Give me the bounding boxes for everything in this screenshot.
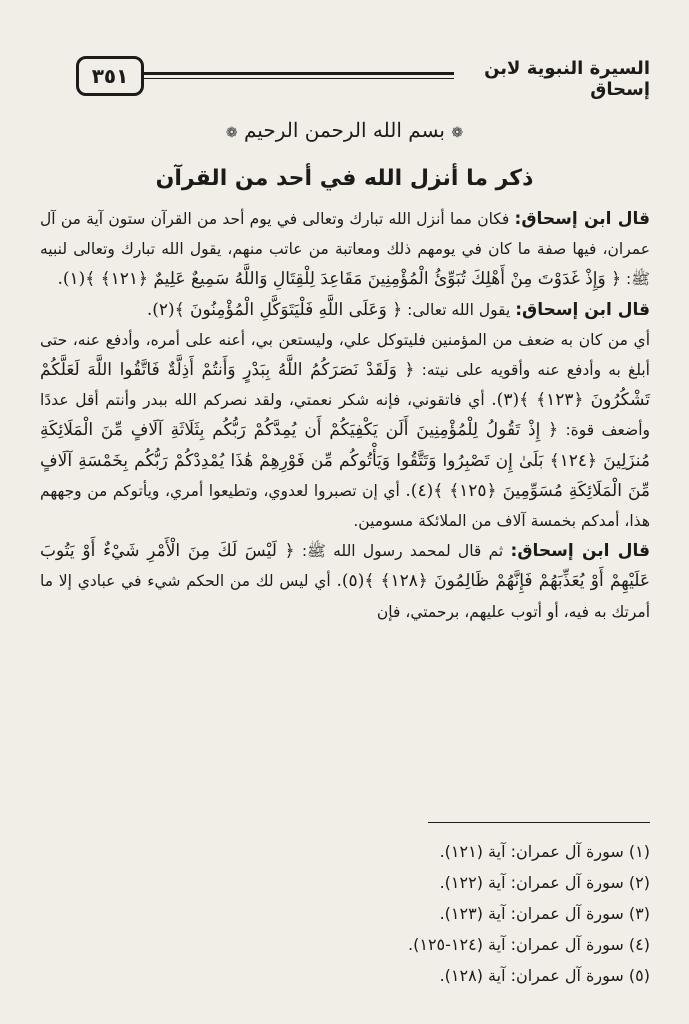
footnote-divider bbox=[428, 822, 650, 823]
footnote: (٥) سورة آل عمران: آية (١٢٨). bbox=[439, 966, 650, 985]
quran-verse: ﴿ وَإِذْ غَدَوْتَ مِنْ أَهْلِكَ تُبَوِّئُ الْمُؤْمِنِينَ مَقَاعِدَ لِلْقِتَالِ وَاللَّهُ سَمِيعٌ عَلِيمٌ ﴿١٢١﴾ ﴾(١). bbox=[57, 269, 622, 290]
paragraph bbox=[40, 536, 650, 627]
body-text bbox=[40, 204, 650, 627]
footnote: (٤) سورة آل عمران: آية (١٢٤-١٢٥). bbox=[408, 935, 650, 954]
quran-verse: ﴿ إِذْ تَقُولُ لِلْمُؤْمِنِينَ أَلَن يَكْفِيَكُمْ أَن يُمِدَّكُمْ رَبُّكُم بِثَلَاثَةِ آلَافٍ مِّنَ الْمَلَائِكَةِ مُنزَلِينَ ﴿١٢٤﴾ بَلَىٰ إِن تَصْبِرُوا وَتَتَّقُوا وَيَأْتُوكُم مِّن فَوْرِهِمْ هَٰذَا يُمْدِدْكُمْ رَبُّكُم بِخَمْسَةِ آلَافٍ مِّنَ الْمَلَائِكَةِ مُسَوِّمِينَ ﴿١٢٥﴾ ﴾(٤). bbox=[40, 420, 650, 501]
paragraph-text: فكان مما أنزل الله تبارك وتعالى في يوم أحد من القرآن ستون آية من آل عمران، فيها صفة ما كان في يومهم ذلك ومعاتبة من عاتب منهم، يقول الله تبارك وتعالى لنبيه ﷺ: bbox=[40, 210, 650, 289]
ornament-icon: ❁ bbox=[225, 125, 238, 141]
running-title: السيرة النبوية لابن إسحاق bbox=[484, 58, 650, 100]
basmala bbox=[0, 118, 689, 142]
footnotes bbox=[300, 836, 650, 991]
commentary-text: أي ليس لك من الحكم شيء في عبادي إلا ما أمرتك به فيه، أو أتوب عليهم، برحمتي، فإن bbox=[40, 572, 650, 621]
commentary-text: أي فاتقوني، فإنه شكر نعمتي، ولقد نصركم الله ببدر وأنتم أقل عددًا وأضعف قوة: bbox=[40, 391, 650, 440]
speaker-label: قال ابن إسحاق: bbox=[510, 541, 650, 562]
paragraph-text: ثم قال لمحمد رسول الله ﷺ: bbox=[301, 542, 504, 561]
commentary-text: أي إن تصبروا لعدوي، وتطيعوا أمري، ويأتوكم من وجههم هذا، أمدكم بخمسة آلاف من الملائكة مسومين. bbox=[40, 481, 650, 531]
basmala-text: بسم الله الرحمن الرحيم bbox=[243, 118, 445, 142]
ornament-icon: ❁ bbox=[451, 125, 464, 141]
footnote: (٣) سورة آل عمران: آية (١٢٣). bbox=[439, 904, 650, 923]
footnote: (٢) سورة آل عمران: آية (١٢٢). bbox=[439, 873, 650, 892]
speaker-label: قال ابن إسحاق: bbox=[514, 209, 650, 229]
paragraph bbox=[40, 295, 650, 537]
footnote: (١) سورة آل عمران: آية (١٢١). bbox=[439, 842, 650, 861]
commentary-text: أي من كان به ضعف من المؤمنين فليتوكل علي، وليستعن بي، أعنه على أمره، وأدفع عنه، حتى أبلغ به وأدفع عنه وأقويه على نيته: bbox=[40, 330, 650, 380]
paragraph bbox=[40, 204, 650, 295]
paragraph-text: يقول الله تعالى: bbox=[407, 300, 511, 319]
quran-verse: ﴿ وَلَقَدْ نَصَرَكُمُ اللَّهُ بِبَدْرٍ وَأَنتُمْ أَذِلَّةٌ فَاتَّقُوا اللَّهَ لَعَلَّكُمْ تَشْكُرُونَ ﴿١٢٣﴾ ﴾(٣). bbox=[40, 360, 650, 411]
header-rule-thin bbox=[142, 78, 454, 79]
quran-verse: ﴿ لَيْسَ لَكَ مِنَ الْأَمْرِ شَيْءٌ أَوْ يَتُوبَ عَلَيْهِمْ أَوْ يُعَذِّبَهُمْ فَإِنَّهُمْ ظَالِمُونَ ﴿١٢٨﴾ ﴾(٥). bbox=[40, 541, 650, 592]
section-title: ذكر ما أنزل الله في أحد من القرآن bbox=[155, 166, 534, 191]
page-header bbox=[76, 56, 650, 100]
page-number: ٣٥١ bbox=[76, 56, 144, 96]
header-rule bbox=[142, 72, 454, 75]
quran-verse: ﴿ وَعَلَى اللَّهِ فَلْيَتَوَكَّلِ الْمُؤْمِنُونَ ﴾(٢). bbox=[146, 299, 403, 320]
speaker-label: قال ابن إسحاق: bbox=[515, 299, 650, 320]
